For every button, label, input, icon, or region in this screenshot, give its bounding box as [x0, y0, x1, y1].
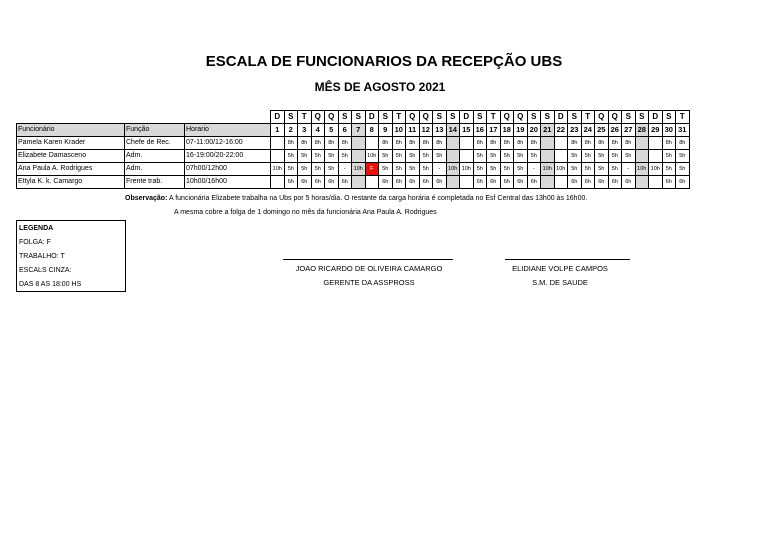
staff-role: Adm.: [125, 163, 185, 176]
staff-row: [17, 137, 690, 150]
column-header-funcao: Função: [125, 124, 185, 137]
day-number: 4: [311, 124, 325, 137]
staff-row: [17, 163, 690, 176]
schedule-cell: 5h: [406, 163, 420, 176]
weekday-letter: Q: [595, 111, 609, 124]
schedule-cell: 6h: [325, 176, 339, 189]
staff-name: Ana Paula A. Rodrigues: [17, 163, 125, 176]
schedule-cell: 5h: [676, 163, 690, 176]
weekday-letter: Q: [500, 111, 514, 124]
schedule-cell: 5h: [527, 150, 541, 163]
schedule-cell: 6h: [500, 176, 514, 189]
schedule-cell: [446, 150, 460, 163]
schedule-cell: 8h: [284, 137, 298, 150]
schedule-cell: [446, 176, 460, 189]
day-number: 19: [514, 124, 528, 137]
schedule-cell: -: [338, 163, 352, 176]
header-row: [17, 124, 690, 137]
schedule-cell: [554, 137, 568, 150]
weekday-letter: S: [338, 111, 352, 124]
weekday-letter: D: [649, 111, 663, 124]
weekday-letter: D: [271, 111, 285, 124]
schedule-cell: 8h: [676, 137, 690, 150]
schedule-cell: [352, 137, 366, 150]
schedule-cell: 5h: [676, 150, 690, 163]
staff-role: Adm.: [125, 150, 185, 163]
schedule-cell: 8h: [527, 137, 541, 150]
schedule-cell: 10h: [460, 163, 474, 176]
schedule-cell: [649, 150, 663, 163]
schedule-cell: 8h: [487, 137, 501, 150]
schedule-cell: [649, 176, 663, 189]
column-header-funcionario: Funcionário: [17, 124, 125, 137]
weekday-letter: Q: [419, 111, 433, 124]
weekday-letter: S: [433, 111, 447, 124]
schedule-cell: [352, 176, 366, 189]
day-number: 22: [554, 124, 568, 137]
weekday-letter: D: [554, 111, 568, 124]
day-number: 10: [392, 124, 406, 137]
schedule-cell: 5h: [500, 163, 514, 176]
schedule-cell: 6h: [568, 176, 582, 189]
schedule-cell: 6h: [514, 176, 528, 189]
weekday-letter: S: [622, 111, 636, 124]
signature-title-1: GERENTE DA ASSPROSS: [323, 278, 415, 287]
legend-item: TRABALHO: T: [17, 249, 126, 263]
schedule-cell: 8h: [500, 137, 514, 150]
schedule-cell: 5h: [419, 163, 433, 176]
schedule-cell: [460, 176, 474, 189]
schedule-cell: 8h: [622, 137, 636, 150]
schedule-cell: 6h: [676, 176, 690, 189]
schedule-cell: 5h: [379, 150, 393, 163]
day-number: 15: [460, 124, 474, 137]
schedule-cell: 10h: [541, 163, 555, 176]
signature-title-2: S.M. DE SAUDE: [532, 278, 588, 287]
schedule-cell: 6h: [311, 176, 325, 189]
day-number: 1: [271, 124, 285, 137]
schedule-cell: 5h: [622, 150, 636, 163]
schedule-cell: 5h: [514, 150, 528, 163]
schedule-cell: 6h: [298, 176, 312, 189]
blank-cell: [185, 111, 271, 124]
schedule-cell: 6h: [527, 176, 541, 189]
observation-label: Observação:: [125, 195, 168, 202]
schedule-cell: 5h: [392, 150, 406, 163]
schedule-cell: 5h: [581, 163, 595, 176]
schedule-cell: 5h: [311, 163, 325, 176]
weekday-letter: T: [298, 111, 312, 124]
day-number: 28: [635, 124, 649, 137]
schedule-cell: 6h: [406, 176, 420, 189]
day-number: 27: [622, 124, 636, 137]
staff-hours: 16-19:00/20-22:00: [185, 150, 271, 163]
schedule-cell: 8h: [311, 137, 325, 150]
weekday-letter: T: [676, 111, 690, 124]
schedule-cell: 10h: [271, 163, 285, 176]
schedule-cell: 6h: [379, 176, 393, 189]
day-number: 9: [379, 124, 393, 137]
schedule-cell: 5h: [608, 150, 622, 163]
schedule-cell: 5h: [379, 163, 393, 176]
schedule-cell: -: [622, 163, 636, 176]
weekday-letter: S: [446, 111, 460, 124]
observation-line-1: [125, 195, 587, 202]
schedule-cell: 5h: [298, 163, 312, 176]
day-number: 20: [527, 124, 541, 137]
legend-title: LEGENDA: [17, 221, 126, 236]
weekday-letter: Q: [514, 111, 528, 124]
signature-name-2: ELIDIANE VOLPE CAMPOS: [512, 264, 608, 273]
schedule-cell: 5h: [419, 150, 433, 163]
day-number: 31: [676, 124, 690, 137]
schedule-cell: 5h: [568, 163, 582, 176]
legend-item: DAS 8 AS 18:00 HS: [17, 277, 126, 292]
schedule-cell: [541, 176, 555, 189]
schedule-cell: 8h: [298, 137, 312, 150]
schedule-cell: [649, 137, 663, 150]
schedule-cell: [460, 150, 474, 163]
staff-role: Chefe de Rec.: [125, 137, 185, 150]
day-number: 25: [595, 124, 609, 137]
schedule-cell: [635, 176, 649, 189]
weekday-letter: S: [662, 111, 676, 124]
schedule-cell: [554, 176, 568, 189]
weekday-letter: S: [568, 111, 582, 124]
schedule-cell: 5h: [568, 150, 582, 163]
staff-name: Elizabete Damasceno: [17, 150, 125, 163]
weekday-letter: T: [392, 111, 406, 124]
schedule-cell: 10h: [635, 163, 649, 176]
schedule-cell: [635, 137, 649, 150]
schedule-cell: 6h: [419, 176, 433, 189]
schedule-cell: 5h: [325, 150, 339, 163]
schedule-cell: 8h: [608, 137, 622, 150]
legend-box: [16, 220, 126, 292]
blank-cell: [17, 111, 125, 124]
schedule-cell: 10h: [446, 163, 460, 176]
schedule-cell: [541, 137, 555, 150]
weekday-letter: S: [635, 111, 649, 124]
schedule-cell: 6h: [622, 176, 636, 189]
day-number: 8: [365, 124, 379, 137]
day-number: 21: [541, 124, 555, 137]
weekday-letter: D: [365, 111, 379, 124]
day-number: 18: [500, 124, 514, 137]
weekday-letter: S: [379, 111, 393, 124]
weekday-letter: Q: [311, 111, 325, 124]
observation-line-2: A mesma cobre a folga de 1 domingo no mês da funcionária Ana Paula A. Rodrigues: [174, 209, 437, 216]
schedule-cell: 5h: [284, 150, 298, 163]
schedule-cell: 8h: [406, 137, 420, 150]
schedule-cell: 5h: [325, 163, 339, 176]
schedule-cell: 5h: [595, 150, 609, 163]
day-number: 5: [325, 124, 339, 137]
schedule-cell: 5h: [487, 163, 501, 176]
schedule-cell: 8h: [595, 137, 609, 150]
weekday-letter: D: [460, 111, 474, 124]
schedule-cell: 5h: [662, 150, 676, 163]
day-number: 16: [473, 124, 487, 137]
schedule-cell: [554, 150, 568, 163]
schedule-cell: 5h: [514, 163, 528, 176]
schedule-cell: 6h: [662, 176, 676, 189]
schedule-cell: 5h: [392, 163, 406, 176]
weekday-letter: S: [473, 111, 487, 124]
weekday-row: [17, 111, 690, 124]
staff-role: Frente trab.: [125, 176, 185, 189]
schedule-cell: 8h: [581, 137, 595, 150]
schedule-cell: 5h: [581, 150, 595, 163]
schedule-cell: 8h: [568, 137, 582, 150]
weekday-letter: Q: [406, 111, 420, 124]
weekday-letter: T: [581, 111, 595, 124]
schedule-cell: 5h: [311, 150, 325, 163]
legend-item: ESCALS CINZA:: [17, 263, 126, 277]
schedule-cell: 6h: [433, 176, 447, 189]
schedule-cell: 10h: [365, 150, 379, 163]
legend-item: FOLGA: F: [17, 235, 126, 249]
staff-hours: 10h00/16h00: [185, 176, 271, 189]
schedule-cell: [365, 176, 379, 189]
schedule-cell: [271, 176, 285, 189]
weekday-letter: Q: [608, 111, 622, 124]
schedule-cell: 5h: [473, 150, 487, 163]
schedule-cell: [446, 137, 460, 150]
schedule-cell: [352, 150, 366, 163]
day-number: 13: [433, 124, 447, 137]
schedule-cell: 8h: [662, 137, 676, 150]
schedule-cell: F: [365, 163, 379, 176]
schedule-cell: 5h: [595, 163, 609, 176]
schedule-cell: 5h: [500, 150, 514, 163]
weekday-letter: S: [284, 111, 298, 124]
staff-hours: 07-11:00/12-16:00: [185, 137, 271, 150]
schedule-cell: 5h: [487, 150, 501, 163]
weekday-letter: Q: [325, 111, 339, 124]
schedule-cell: 8h: [379, 137, 393, 150]
day-number: 12: [419, 124, 433, 137]
page-title: ESCALA DE FUNCIONARIOS DA RECEPÇÃO UBS: [205, 53, 563, 70]
blank-cell: [125, 111, 185, 124]
signature-line-2: [505, 259, 630, 260]
day-number: 11: [406, 124, 420, 137]
schedule-cell: 5h: [284, 163, 298, 176]
day-number: 2: [284, 124, 298, 137]
staff-row: [17, 176, 690, 189]
day-number: 7: [352, 124, 366, 137]
schedule-cell: 8h: [325, 137, 339, 150]
signature-line-1: [283, 259, 453, 260]
schedule-cell: 5h: [608, 163, 622, 176]
schedule-cell: 6h: [473, 176, 487, 189]
schedule-cell: 6h: [487, 176, 501, 189]
schedule-cell: 5h: [406, 150, 420, 163]
schedule-cell: 8h: [338, 137, 352, 150]
day-number: 6: [338, 124, 352, 137]
schedule-cell: 8h: [514, 137, 528, 150]
schedule-cell: 8h: [419, 137, 433, 150]
schedule-cell: 5h: [473, 163, 487, 176]
day-number: 29: [649, 124, 663, 137]
schedule-cell: -: [433, 163, 447, 176]
schedule-cell: 6h: [392, 176, 406, 189]
weekday-letter: T: [487, 111, 501, 124]
schedule-cell: 8h: [433, 137, 447, 150]
schedule-cell: [365, 137, 379, 150]
staff-name: Pamela Karen Krader: [17, 137, 125, 150]
schedule-cell: [635, 150, 649, 163]
day-number: 3: [298, 124, 312, 137]
observation-text-1: A funcionária Elizabete trabalha na Ubs por 5 horas/dia. O restante da carga horária é completada no Esf Central das 13h00 às 16h00.: [167, 195, 588, 202]
staff-name: Ettyla K. k. Camargo: [17, 176, 125, 189]
schedule-cell: [541, 150, 555, 163]
weekday-letter: S: [352, 111, 366, 124]
schedule-cell: [271, 150, 285, 163]
schedule-cell: -: [527, 163, 541, 176]
schedule-cell: 5h: [662, 163, 676, 176]
column-header-horario: Horario: [185, 124, 271, 137]
schedule-cell: 10h: [554, 163, 568, 176]
schedule-cell: 5h: [298, 150, 312, 163]
schedule-table: [16, 110, 690, 189]
schedule-cell: 6h: [338, 176, 352, 189]
signature-name-1: JOAO RICARDO DE OLIVEIRA CAMARGO: [295, 264, 443, 273]
schedule-cell: 5h: [338, 150, 352, 163]
schedule-cell: 6h: [595, 176, 609, 189]
day-number: 23: [568, 124, 582, 137]
schedule-cell: 8h: [473, 137, 487, 150]
schedule-cell: 6h: [608, 176, 622, 189]
day-number: 24: [581, 124, 595, 137]
page-subtitle: MÊS DE AGOSTO 2021: [314, 80, 446, 94]
day-number: 17: [487, 124, 501, 137]
staff-row: [17, 150, 690, 163]
schedule-cell: 10h: [649, 163, 663, 176]
schedule-cell: [271, 137, 285, 150]
schedule-cell: 6h: [581, 176, 595, 189]
day-number: 26: [608, 124, 622, 137]
weekday-letter: S: [527, 111, 541, 124]
schedule-cell: 8h: [392, 137, 406, 150]
schedule-cell: [460, 137, 474, 150]
schedule-cell: 10h: [352, 163, 366, 176]
day-number: 30: [662, 124, 676, 137]
schedule-cell: 6h: [284, 176, 298, 189]
day-number: 14: [446, 124, 460, 137]
schedule-cell: 5h: [433, 150, 447, 163]
weekday-letter: S: [541, 111, 555, 124]
staff-hours: 07h00/12h00: [185, 163, 271, 176]
